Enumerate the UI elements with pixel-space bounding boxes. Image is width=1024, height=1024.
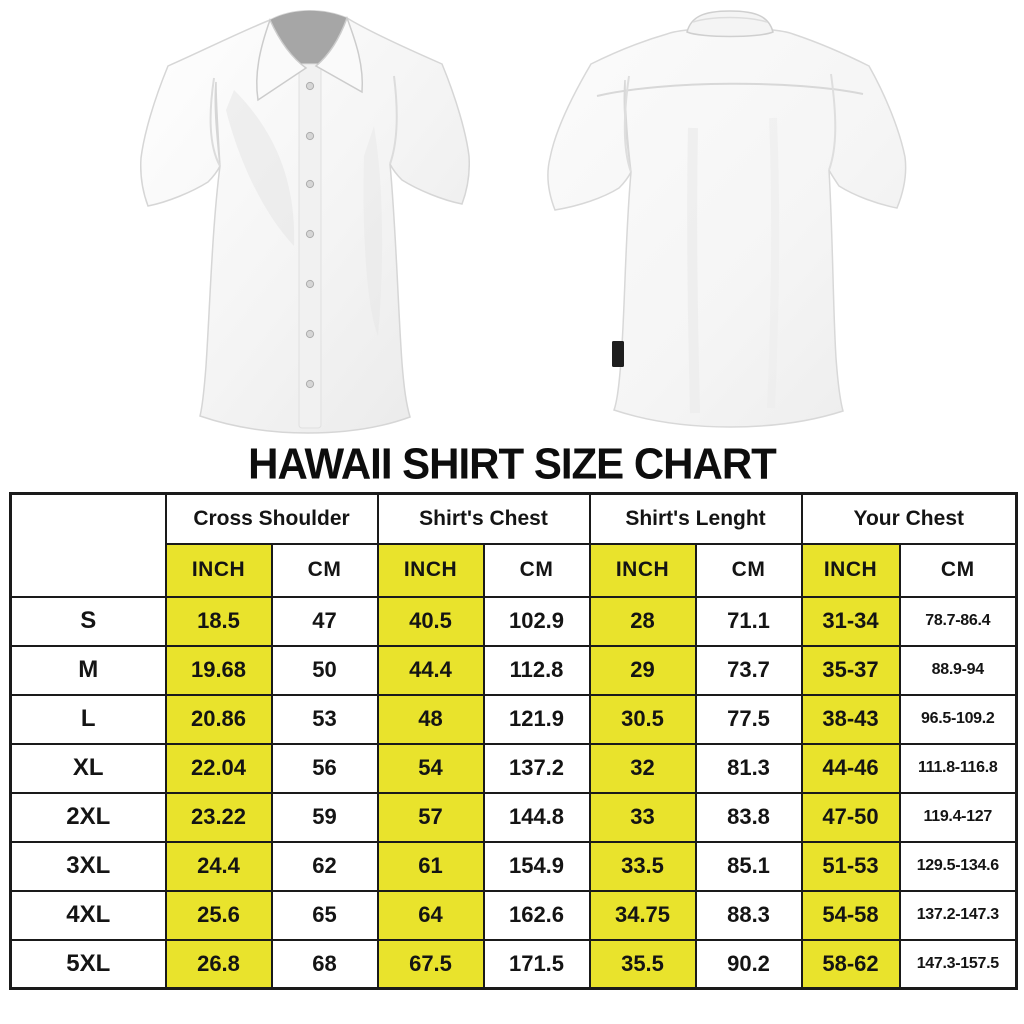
unit-header-inch: INCH: [166, 544, 272, 597]
back-shirt-image: [543, 8, 911, 428]
table-cell: 147.3-157.5: [900, 940, 1017, 989]
size-chart-table: [9, 492, 1018, 990]
table-cell: 129.5-134.6: [900, 842, 1017, 891]
table-row: [11, 597, 1017, 646]
back-shirt-illustration: [543, 8, 911, 428]
table-cell: 53: [272, 695, 378, 744]
table-cell: 154.9: [484, 842, 590, 891]
table-cell: 20.86: [166, 695, 272, 744]
table-cell: 44.4: [378, 646, 484, 695]
table-cell: 88.3: [696, 891, 802, 940]
table-row: [11, 646, 1017, 695]
table-cell: 35.5: [590, 940, 696, 989]
page-title: HAWAII SHIRT SIZE CHART: [248, 439, 776, 488]
table-cell: 18.5: [166, 597, 272, 646]
table-cell: 28: [590, 597, 696, 646]
table-cell: 50: [272, 646, 378, 695]
side-tag: [612, 341, 624, 367]
table-cell: 64: [378, 891, 484, 940]
table-cell: 34.75: [590, 891, 696, 940]
front-shirt-illustration: [138, 6, 470, 436]
table-row: [11, 891, 1017, 940]
table-cell: 59: [272, 793, 378, 842]
table-row: [11, 695, 1017, 744]
table-cell: 47-50: [802, 793, 900, 842]
table-cell: 162.6: [484, 891, 590, 940]
column-group-shirts-chest: Shirt's Chest: [378, 494, 590, 544]
table-cell: 73.7: [696, 646, 802, 695]
column-group-your-chest: Your Chest: [802, 494, 1017, 544]
table-cell: 111.8-116.8: [900, 744, 1017, 793]
table-cell: 23.22: [166, 793, 272, 842]
table-cell: 71.1: [696, 597, 802, 646]
table-cell: 54-58: [802, 891, 900, 940]
table-cell: 90.2: [696, 940, 802, 989]
table-cell: 30.5: [590, 695, 696, 744]
table-cell: 22.04: [166, 744, 272, 793]
table-cell: 102.9: [484, 597, 590, 646]
row-size-label: 5XL: [11, 940, 166, 989]
table-cell: 33.5: [590, 842, 696, 891]
unit-header-inch: INCH: [590, 544, 696, 597]
row-size-label: S: [11, 597, 166, 646]
table-cell: 96.5-109.2: [900, 695, 1017, 744]
table-cell: 81.3: [696, 744, 802, 793]
column-group-cross-shoulder: Cross Shoulder: [166, 494, 378, 544]
table-cell: 47: [272, 597, 378, 646]
unit-header-cm: CM: [696, 544, 802, 597]
table-cell: 56: [272, 744, 378, 793]
table-cell: 44-46: [802, 744, 900, 793]
table-row: [11, 940, 1017, 989]
table-cell: 57: [378, 793, 484, 842]
table-cell: 54: [378, 744, 484, 793]
table-cell: 62: [272, 842, 378, 891]
table-cell: 112.8: [484, 646, 590, 695]
size-column-header: [11, 494, 166, 597]
table-cell: 35-37: [802, 646, 900, 695]
table-cell: 58-62: [802, 940, 900, 989]
row-size-label: L: [11, 695, 166, 744]
row-size-label: XL: [11, 744, 166, 793]
table-cell: 51-53: [802, 842, 900, 891]
table-cell: 67.5: [378, 940, 484, 989]
group-header-row: [11, 494, 1017, 544]
unit-header-cm: CM: [900, 544, 1017, 597]
table-cell: 40.5: [378, 597, 484, 646]
table-cell: 68: [272, 940, 378, 989]
table-cell: 144.8: [484, 793, 590, 842]
table-cell: 25.6: [166, 891, 272, 940]
table-cell: 32: [590, 744, 696, 793]
table-cell: 137.2-147.3: [900, 891, 1017, 940]
table-cell: 83.8: [696, 793, 802, 842]
table-cell: 121.9: [484, 695, 590, 744]
table-cell: 26.8: [166, 940, 272, 989]
unit-header-inch: INCH: [378, 544, 484, 597]
table-cell: 88.9-94: [900, 646, 1017, 695]
product-photos: [0, 0, 1024, 440]
row-size-label: 2XL: [11, 793, 166, 842]
table-cell: 19.68: [166, 646, 272, 695]
table-cell: 119.4-127: [900, 793, 1017, 842]
table-cell: 171.5: [484, 940, 590, 989]
table-cell: 78.7-86.4: [900, 597, 1017, 646]
table-cell: 38-43: [802, 695, 900, 744]
front-shirt-image: [138, 6, 470, 436]
unit-header-cm: CM: [272, 544, 378, 597]
unit-header-cm: CM: [484, 544, 590, 597]
table-cell: 33: [590, 793, 696, 842]
table-cell: 29: [590, 646, 696, 695]
table-cell: 65: [272, 891, 378, 940]
table-row: [11, 744, 1017, 793]
row-size-label: 3XL: [11, 842, 166, 891]
row-size-label: 4XL: [11, 891, 166, 940]
table-cell: 77.5: [696, 695, 802, 744]
table-row: [11, 793, 1017, 842]
table-cell: 48: [378, 695, 484, 744]
table-cell: 61: [378, 842, 484, 891]
unit-header-inch: INCH: [802, 544, 900, 597]
table-cell: 24.4: [166, 842, 272, 891]
table-cell: 137.2: [484, 744, 590, 793]
column-group-shirts-lenght: Shirt's Lenght: [590, 494, 802, 544]
table-cell: 85.1: [696, 842, 802, 891]
row-size-label: M: [11, 646, 166, 695]
table-row: [11, 842, 1017, 891]
table-cell: 31-34: [802, 597, 900, 646]
